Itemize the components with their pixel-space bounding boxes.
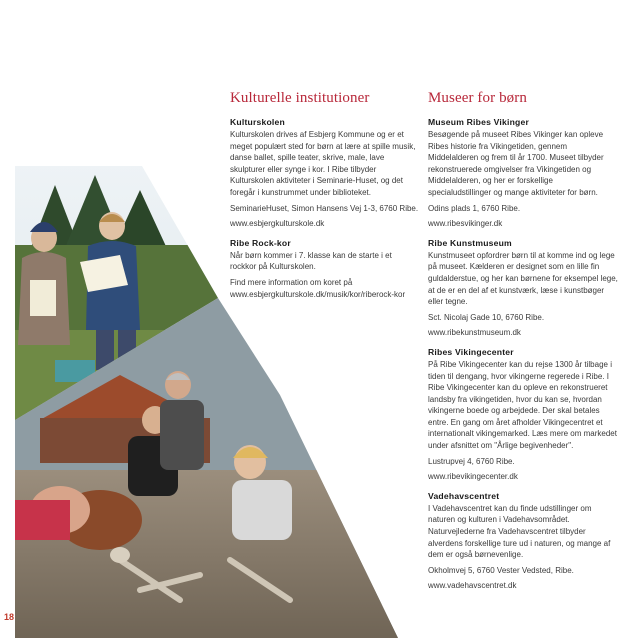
section-address: Sct. Nicolaj Gade 10, 6760 Ribe. bbox=[428, 312, 545, 322]
section-title: Ribe Kunstmuseum bbox=[428, 237, 512, 248]
section-text: På Ribe Vikingecenter kan du rejse 1300 år tilbage i tiden til dengang, hvor vikingerne regerede i Ribe. I Ribe Vikingecenter kan du opleve en rekonstrueret landsby fra vikingetiden, hvor du kan se, hvordan vikingerne boede og arbejdede. Der skal betales entre. En gang om året afholder Vikingecentret et internationalt vikingemarked. Læs mere om markedet under afsnittet om "Årlige begivenheder". bbox=[428, 359, 617, 451]
heading-kulturelle-institutioner: Kulturelle institutioner bbox=[230, 90, 370, 106]
heading-museer-for-born: Museer for børn bbox=[428, 90, 527, 106]
section-website-link[interactable]: www.esbjergkulturskole.dk bbox=[230, 219, 325, 229]
section-title: Kulturskolen bbox=[230, 117, 285, 127]
right-column bbox=[428, 90, 618, 600]
section-ribe-rock-kor bbox=[230, 238, 420, 300]
section-ribes-vikingecenter bbox=[428, 347, 618, 483]
section-kulturskolen bbox=[230, 117, 420, 230]
section-title: Vadehavscentret bbox=[428, 490, 500, 501]
section-title: Ribes Vikingecenter bbox=[428, 346, 514, 357]
section-website-link[interactable]: www.vadehavscentret.dk bbox=[428, 581, 517, 591]
section-text: Kulturskolen drives af Esbjerg Kommune og er et meget populært sted for børn at lære at spille musik, danse ballet, spille teater, skrive, male, lave skulpturer eller synge i kor. I Ribe tilbyder Kulturskolen aktiviteter i Seminarie-Huset, og det foregår i kunstrummet under biblioteket. bbox=[230, 130, 416, 197]
section-text: I Vadehavscentret kan du finde udstillinger om naturen og kulturen i Vadehavsområdet. Naturvejlederne fra Vadehavscentret tilbyder alverdens forskellige ture ud i naturen, og mange af dem er også børnevenlige. bbox=[428, 503, 611, 560]
page-number: 18 bbox=[4, 612, 15, 622]
section-website-link[interactable]: www.ribevikingecenter.dk bbox=[428, 472, 518, 482]
section-title: Ribe Rock-kor bbox=[230, 237, 291, 248]
section-vadehavscentret bbox=[428, 491, 618, 592]
section-museum-ribes-vikinger bbox=[428, 117, 618, 230]
section-website-link[interactable]: www.ribesvikinger.dk bbox=[428, 219, 503, 229]
section-ribe-kunstmuseum bbox=[428, 238, 618, 339]
section-address: SeminarieHuset, Simon Hansens Vej 1-3, 6760 Ribe. bbox=[230, 203, 419, 213]
section-address: Odins plads 1, 6760 Ribe. bbox=[428, 203, 521, 213]
section-text-link[interactable]: Find mere information om koret på www.esbjergkulturskole.dk/musik/kor/riberock-kor bbox=[230, 277, 406, 299]
section-title: Museum Ribes Vikinger bbox=[428, 117, 529, 127]
section-text: Kunstmuseet opfordrer børn til at komme ind og lege på museet. Kælderen er designet som en lille fin guldalderstue, og her kan børnene for eksempel lege, at de er en del af et kunstværk, læse i kunstbøger eller tegne. bbox=[428, 250, 618, 307]
section-address: Lustrupvej 4, 6760 Ribe. bbox=[428, 456, 515, 466]
section-website-link[interactable]: www.ribekunstmuseum.dk bbox=[428, 328, 521, 338]
left-column bbox=[230, 90, 420, 308]
section-address: Okholmvej 5, 6760 Vester Vedsted, Ribe. bbox=[428, 565, 574, 575]
section-text: Når børn kommer i 7. klasse kan de starte i et rockkor på Kulturskolen. bbox=[230, 250, 392, 272]
section-text: Besøgende på museet Ribes Vikinger kan opleve Ribes historie fra Vikingetiden, gennem Middelalderen og frem til år 1700. Museet tilbyder rekonstruerede omgivelser fra Vikingetiden og Middelalderen, og her er forskellige specialudstillinger og mange aktiviteter for børn. bbox=[428, 130, 604, 197]
